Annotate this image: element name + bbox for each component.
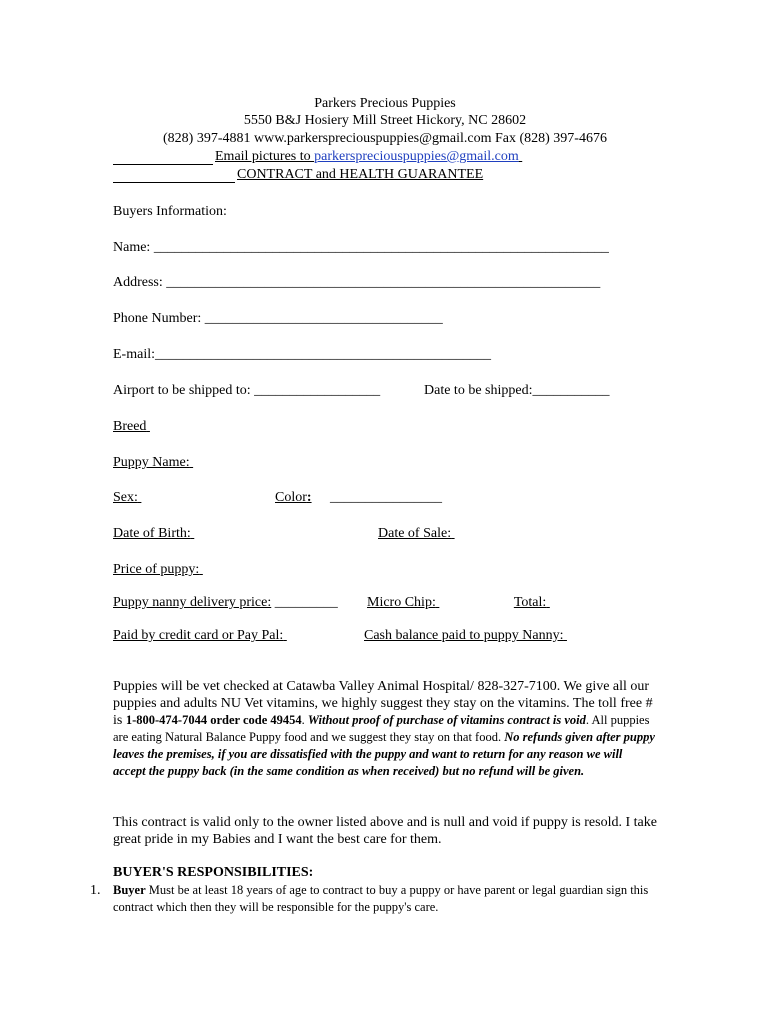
- color-field[interactable]: [275, 489, 312, 506]
- business-address: 5550 B&J Hosiery Mill Street Hickory, NC 28602: [243, 113, 527, 128]
- item-1-text: [113, 882, 661, 916]
- nanny-price-label: Puppy nanny delivery price:: [113, 595, 272, 610]
- color-label: Color: [275, 490, 307, 505]
- color-colon: :: [306, 490, 312, 505]
- vet-paragraph: [113, 678, 658, 780]
- email-prefix: Email pictures to: [215, 149, 315, 164]
- nanny-price-blank: _________: [274, 595, 338, 610]
- breed-label: Breed: [113, 419, 147, 434]
- vet-text-sep: .: [301, 713, 308, 727]
- cash-balance-label: Cash balance paid to puppy Nanny:: [364, 628, 564, 643]
- no-refund-policy: No refunds given after puppy leaves the premises, if you are dissatisfied with the puppy and want to return for any reason we will accept the puppy back (in the same condition as when received) but no refund will be given.: [113, 730, 655, 778]
- microchip-label: Micro Chip:: [367, 595, 436, 610]
- validity-paragraph: This contract is valid only to the owner listed above and is null and void if puppy is resold. I take great pride in my Babies and I want the best care for them.: [113, 815, 657, 847]
- item-1-number: 1.: [90, 883, 101, 898]
- email-field[interactable]: E-mail:________________________________________________: [113, 347, 491, 362]
- phone-field[interactable]: Phone Number: __________________________________: [113, 311, 443, 326]
- cash-balance-field[interactable]: [364, 627, 623, 644]
- vet-text: Puppies will be vet checked at Catawba Valley Animal Hospital/ 828-327-7100. We give all our puppies and adults NU Vet vitamins, we highly suggest they stay on the vitamins. The toll free # is: [113, 679, 653, 728]
- email-link[interactable]: parkerspreciouspuppies@gmail.com: [314, 149, 519, 164]
- header-rule-left: [113, 164, 213, 165]
- dos-label: Date of Sale:: [378, 526, 452, 541]
- business-contact: (828) 397-4881 www.parkerspreciouspuppies@gmail.com Fax (828) 397-4676: [163, 131, 607, 146]
- microchip-field[interactable]: [367, 594, 636, 611]
- document-title-text: CONTRACT and HEALTH GUARANTEE: [237, 167, 484, 182]
- sex-field[interactable]: [113, 489, 220, 506]
- business-name: Parkers Precious Puppies: [314, 96, 456, 111]
- dob-field[interactable]: [113, 525, 262, 542]
- vitamins-warning: Without proof of purchase of vitamins contract is void: [307, 713, 586, 727]
- buyers-info-label: Buyers Information:: [113, 204, 227, 219]
- airport-field[interactable]: Airport to be shipped to: __________________: [113, 383, 381, 398]
- total-label: Total:: [513, 595, 547, 610]
- nanny-price-field[interactable]: [113, 594, 338, 611]
- ship-date-field[interactable]: Date to be shipped:___________: [424, 383, 610, 398]
- address-field[interactable]: Address: ______________________________________________________________: [113, 275, 601, 290]
- responsibilities-heading: BUYER'S RESPONSIBILITIES:: [113, 865, 314, 880]
- puppy-name-field[interactable]: [113, 454, 389, 471]
- dos-field[interactable]: [378, 525, 561, 542]
- price-field[interactable]: [113, 561, 315, 578]
- price-label: Price of puppy:: [113, 562, 200, 577]
- color-blank[interactable]: ________________: [330, 490, 442, 505]
- food-text: . All puppies are eating Natural Balance Puppy food and we suggest they stay on that food.: [113, 713, 650, 744]
- paid-by-field[interactable]: [113, 627, 349, 644]
- item-1-body: Must be at least 18 years of age to contract to buy a puppy or have parent or legal guardian sign this contract which then they will be responsible for the puppy's care.: [113, 883, 649, 914]
- puppy-name-label: Puppy Name:: [113, 455, 190, 470]
- toll-free-number: 1-800-474-7044 order code 49454: [125, 713, 302, 727]
- breed-field[interactable]: [113, 418, 414, 435]
- title-rule-left: [113, 182, 235, 183]
- name-field[interactable]: Name: _________________________________________________________________: [113, 240, 609, 255]
- paid-by-label: Paid by credit card or Pay Pal:: [113, 628, 284, 643]
- sex-label: Sex:: [113, 490, 138, 505]
- email-line: [215, 148, 522, 165]
- dob-label: Date of Birth:: [113, 526, 191, 541]
- item-1-bold: Buyer: [113, 883, 146, 897]
- document-title: [237, 166, 483, 183]
